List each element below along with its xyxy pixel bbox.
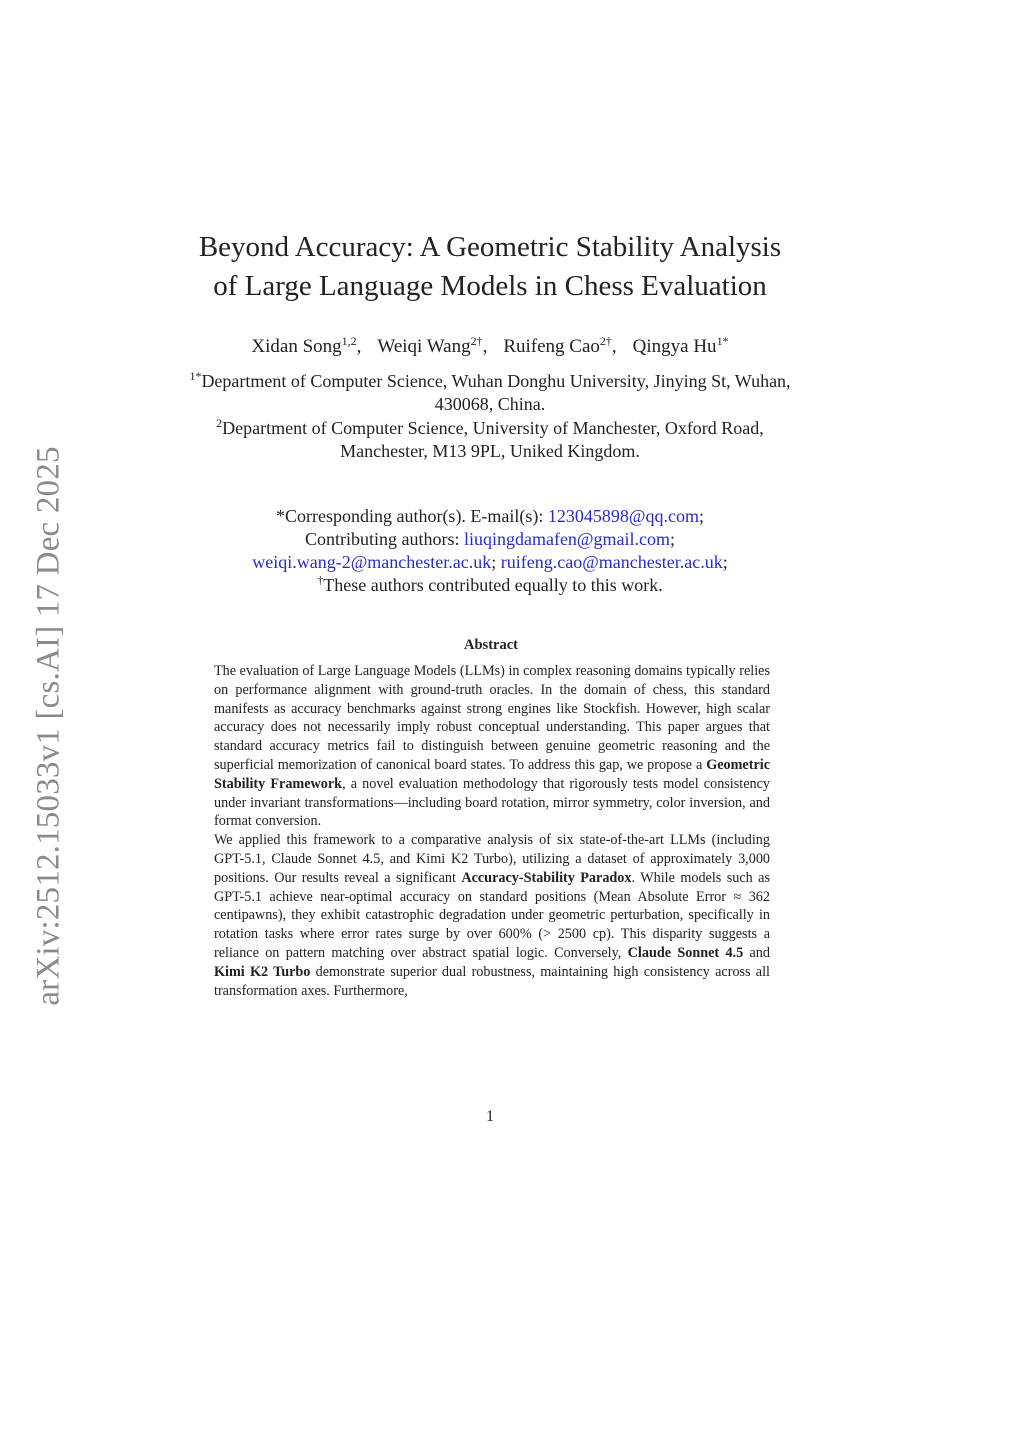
author-name: Xidan Song [251,336,342,357]
corresponding-email-link[interactable]: 123045898@qq.com [547,506,699,526]
abstract-text: We applied this framework to a comparative analysis of six state-of-the-art LLMs (including GPT-5.1, Claude Sonnet 4.5, and Kimi K2 Turbo), utilizing a dataset of approximately 3,000 positions. Our results reveal a significant [214,832,770,886]
abstract-text: , a novel evaluation methodology that rigorously tests model consistency under invariant transformations—including board rotation, mirror symmetry, color inversion, and format conversion. [214,775,770,830]
author-name: Ruifeng Cao [503,336,600,357]
abstract-emphasis: Accuracy-Stability Paradox [461,869,632,886]
contributing-email-link[interactable]: liuqingdamafen@gmail.com [463,529,670,549]
affiliation-text: Department of Computer Science, Wuhan Donghu University, Jinying St, Wuhan, 430068, China. [201,371,791,414]
author-affiliation-mark: 1* [716,334,729,348]
affiliation-2 [180,417,800,463]
abstract-emphasis: Kimi K2 Turbo [214,963,311,980]
affiliation-1 [180,370,800,416]
arxiv-sidebar [27,430,71,1022]
abstract-paragraph [214,662,770,831]
abstract-text: The evaluation of Large Language Models (LLMs) in complex reasoning domains typically relies on performance alignment with ground-truth oracles. In the domain of chess, this standard manifests as accuracy benchmarks against strong engines like Stockfish. However, high scalar accuracy does not necessarily imply robust conceptual understanding. This paper argues that standard accuracy metrics fail to distinguish between genuine geometric reasoning and the superficial memorization of canonical board states. To address this gap, we propose a [214,663,770,773]
affiliation-text: Department of Computer Science, University of Manchester, Oxford Road, Manchester, M13 9PL, Uniked Kingdom. [222,418,764,461]
abstract-emphasis: Geometric Stability Framework [214,756,770,792]
page-number: 1 [486,1108,494,1125]
contributing-label: Contributing authors: [304,529,460,549]
author-affiliation-mark: 1,2 [341,334,357,348]
author-list: Xidan Song$^{1,2}$, Weiqi Wang$^{2\dagger}$, Ruifeng Cao$^{2\dagger}$, Qingya $Hu^{1*}$ [251,334,729,357]
paper-title [180,228,800,306]
abstract-text: and [743,944,770,961]
abstract-emphasis: Claude Sonnet 4.5 [627,944,744,961]
contributing-email-link[interactable]: ruifeng.cao@manchester.ac.uk [500,552,723,572]
contact-block: *Corresponding author(s). E-mail(s): 123045898@qq.com; Contributing authors: liuqingdamafen@gmail.com; weiqi.wang-2@manchester.ac.uk; ruifeng.cao@manchester.ac.uk; †These authors contributed equally to this work. [252,506,728,595]
abstract-heading: Abstract [464,637,518,653]
abstract-paragraph [214,831,770,1000]
contributing-email-link[interactable]: weiqi.wang-2@manchester.ac.uk [252,552,492,572]
arxiv-identifier: arXiv:2512.15033v1 [cs.AI] 17 Dec 2025 [30,446,67,1006]
affiliation-mark: 2 [216,416,223,430]
equal-contribution-note: These authors contributed equally to this work. [323,575,663,595]
abstract-text: demonstrate superior dual robustness, maintaining high consistency across all transformation axes. Furthermore, [214,963,770,999]
abstract-text: . While models such as GPT-5.1 achieve near-optimal accuracy on standard positions (Mean Absolute Error ≈ 362 centipawns), they exhibit catastrophic degradation under geometric perturbation, specifically in rotation tasks where error rates surge by over 600% (> 2500 cp). This disparity suggests a reliance on pattern matching over abstract spatial logic. Conversely, [214,869,771,961]
author-name: Qingya Hu [632,336,717,357]
affiliation-mark: 1* [189,369,202,383]
author-name: Weiqi Wang [377,336,471,357]
author-affiliation-mark: 2† [599,334,612,348]
abstract-body [214,662,770,1000]
title-line-1: Beyond Accuracy: A Geometric Stability Analysis [198,231,782,263]
corresponding-label: *Corresponding author(s). E-mail(s): [275,506,544,526]
title-line-2: of Large Language Models in Chess Evaluation [213,270,767,302]
equal-contribution-mark: † [317,573,324,587]
author-affiliation-mark: 2† [470,334,483,348]
